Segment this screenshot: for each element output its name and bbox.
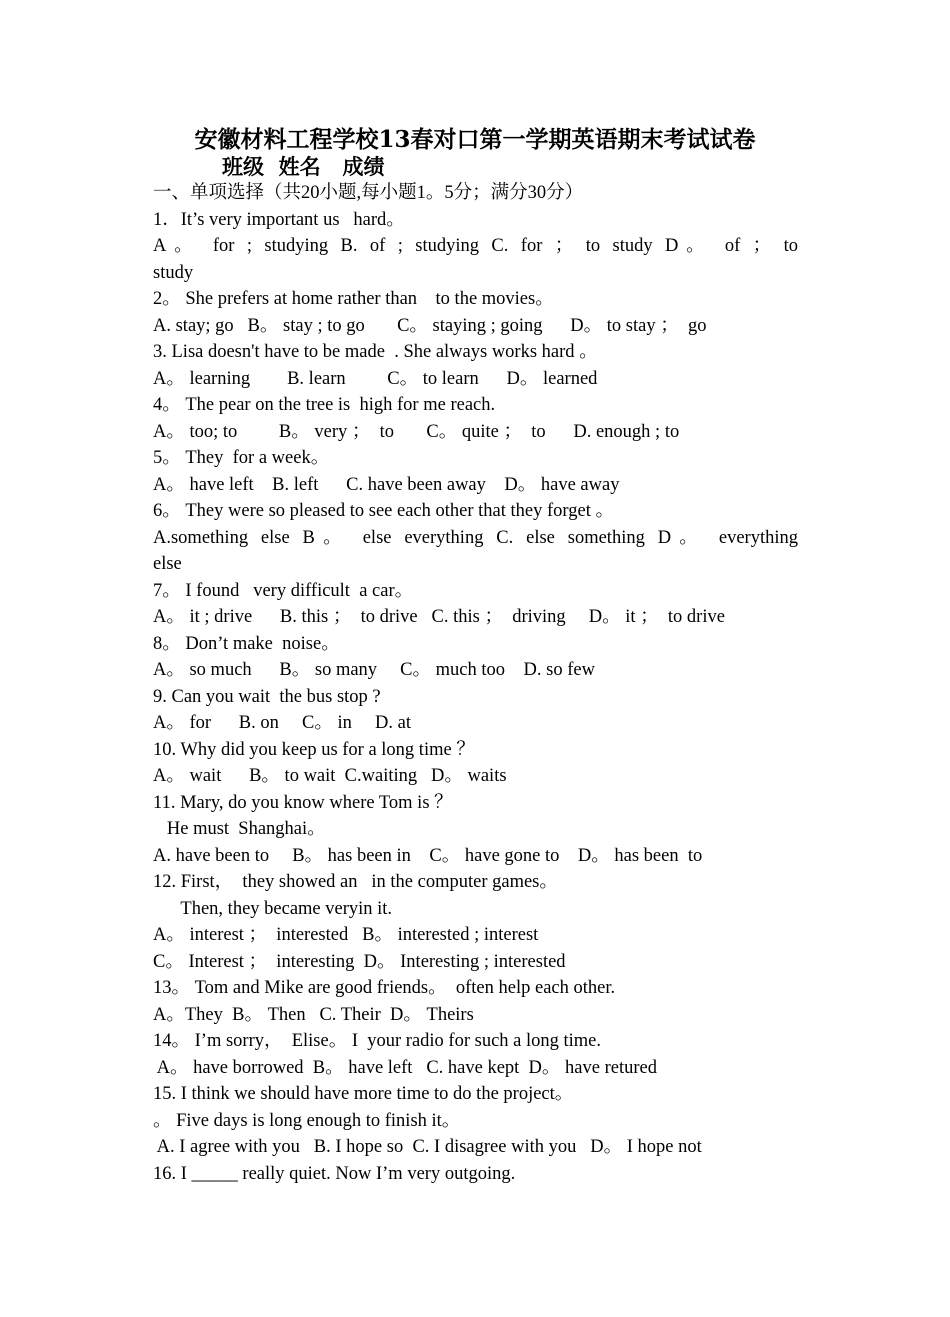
question-text: 14。 I’m sorry， Elise。 I your radio for such a long time. xyxy=(153,1031,602,1051)
question-text: 3. Lisa doesn't have to be made . She always works hard 。 xyxy=(153,342,598,362)
question-text: 7。 I found very difficult a car。 xyxy=(153,580,414,601)
question-text: 13。 Tom and Mike are good friends。 often help each other. xyxy=(153,978,616,998)
answer-options: A。 too; to B。 very ； to C。 quite ； to D. enough ; to xyxy=(153,421,680,442)
question-text: 2。 She prefers at home rather than to the movies。 xyxy=(153,289,554,309)
answer-options: else xyxy=(153,554,182,574)
answer-options: C。 Interest ； interesting D。 Interesting ; interested xyxy=(153,951,566,972)
question-text: 10. Why did you keep us for a long time ？ xyxy=(153,739,475,760)
question-text: 4。 The pear on the tree is high for me reach. xyxy=(153,395,496,415)
answer-options: A. I agree with you B. I hope so C. I disagree with you D。 I hope not xyxy=(153,1137,702,1157)
answer-options: A。 so much B。 so many C。 much too D. so few xyxy=(153,660,595,680)
answer-options: A. have been to B。 has been in C。 have gone to D。 has been to xyxy=(153,845,703,866)
answer-options: A。 it ; drive B. this ； to drive C. this ； driving D。 it ； to drive xyxy=(153,607,725,627)
answer-options: A。 for ; studying B. of ; studying C. for ； to study D。 of ； to xyxy=(153,236,798,256)
question-text: 9. Can you wait the bus stop ? xyxy=(153,686,381,707)
question-text: 12. First， they showed an in the computer games。 xyxy=(153,872,558,892)
section-heading: 一、单项选择（共20小题,每小题1。5分；满分30分） xyxy=(153,183,584,203)
answer-options: study xyxy=(153,262,194,283)
answer-options: A。 interest ； interested B。 interested ; interest xyxy=(153,925,539,945)
question-text: 16. I _____ really quiet. Now I’m very outgoing. xyxy=(153,1163,516,1184)
question-text: 5。 They for a week。 xyxy=(153,448,330,468)
question-text: 15. I think we should have more time to do the project。 xyxy=(153,1084,574,1104)
answer-options: A. stay; go B。 stay ; to go C。 staying ; going D。 to stay ； go xyxy=(153,315,707,336)
question-text: 6。 They were so pleased to see each other that they forget 。 xyxy=(153,501,614,521)
question-text: 8。 Don’t make noise。 xyxy=(153,633,340,654)
student-info-line: 班级 姓名 成绩 xyxy=(222,154,385,179)
question-text: Then, they became veryin it. xyxy=(153,898,393,919)
question-text: He must Shanghai。 xyxy=(153,819,326,839)
question-text: 1．It’s very important us hard。 xyxy=(153,209,405,230)
answer-options: A。 learning B. learn C。 to learn D。 learned xyxy=(153,368,598,389)
question-text: 11. Mary, do you know where Tom is ？ xyxy=(153,792,453,813)
answer-options: A。 have left B. left C. have been away D。 have away xyxy=(153,474,620,495)
answer-options: A。 have borrowed B。 have left C. have kept D。 have retured xyxy=(153,1057,657,1078)
answer-options: A。 for B. on C。 in D. at xyxy=(153,713,411,733)
answer-options: A。They B。 Then C. Their D。 Theirs xyxy=(153,1004,474,1025)
exam-body xyxy=(153,180,798,1187)
answer-options: A.something else B。 else everything C. else something D。 everything xyxy=(153,527,798,548)
answer-options: A。 wait B。 to wait C.waiting D。 waits xyxy=(153,766,507,786)
question-text: 。 Five days is long enough to finish it。 xyxy=(153,1110,461,1131)
exam-title: 安徽材料工程学校13春对口第一学期英语期末考试试卷 xyxy=(194,126,756,153)
